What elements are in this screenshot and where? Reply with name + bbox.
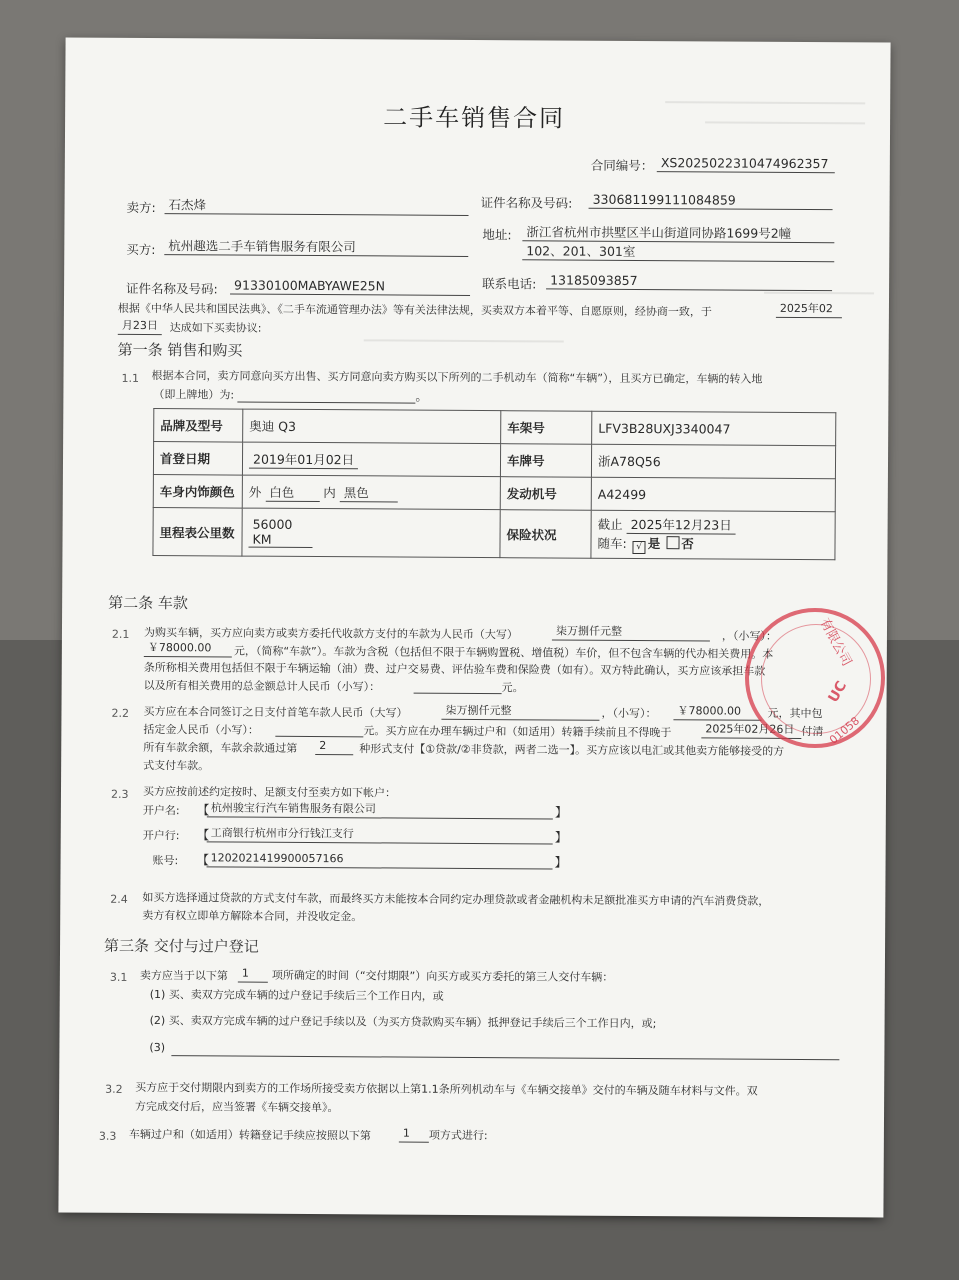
vin-value: LFV3B28UXJ3340047 bbox=[592, 411, 836, 445]
clause-2-3-a: 买方应按前述约定按时、足额支付至卖方如下帐户： bbox=[142, 784, 397, 800]
bracket-close-2: 】 bbox=[554, 829, 568, 845]
clause-2-2-i: 式支付车款。 bbox=[143, 758, 210, 773]
clause-2-2-c: 元，其中包 bbox=[767, 706, 823, 721]
mileage-label: 里程表公里数 bbox=[153, 508, 242, 557]
clause-2-1-b: ，（小写）： bbox=[721, 629, 777, 643]
engine-label: 发动机号 bbox=[500, 477, 591, 511]
account-name: 杭州骏宝行汽车销售服务有限公司 bbox=[207, 800, 553, 819]
bank-name: 工商银行杭州市分行钱江支行 bbox=[207, 825, 553, 844]
plate-label: 车牌号 bbox=[500, 444, 591, 478]
color-outer-value: 白色 bbox=[265, 482, 319, 501]
color-outer-label: 外 bbox=[248, 484, 262, 500]
clause-2-1-d: 条所称相关费用包括但不限于车辆运输（油）费、过户交易费、评估验车费和保险费（如有）。双方特此确认，买方应该承担车款 bbox=[143, 660, 766, 678]
clause-2-2-d: 括定金人民币（小写）： bbox=[143, 722, 259, 737]
phone: 13185093857 bbox=[546, 272, 832, 291]
clause-2-4-a: 如买方选择通过贷款的方式支付车款，而最终买方未能按本合同约定办理贷款或者金融机构未足额批准买方申请的汽车消费贷款， bbox=[142, 890, 770, 908]
account-number-label: 账号: bbox=[152, 854, 179, 868]
clause-2-2-g: 所有车款余额，车款余款通过第 bbox=[143, 740, 298, 755]
insurance-label: 保险状况 bbox=[500, 510, 591, 559]
seal-text-code: UC bbox=[825, 678, 851, 706]
company-seal bbox=[745, 608, 885, 748]
total-amount-field bbox=[414, 680, 502, 695]
with-car-label: 随车: bbox=[597, 535, 627, 551]
address-line-1: 浙江省杭州市拱墅区半山街道同协路1699号2幢 bbox=[522, 224, 834, 243]
article-3-heading: 第三条 交付与过户登记 bbox=[103, 936, 259, 956]
clause-2-3-number: 2.3 bbox=[110, 787, 129, 801]
clause-3-2-a: 买方应于交付期限内到卖方的工作场所接受卖方依据以上第1.1条所列机动车与《车辆交接单》交付的车辆及随车材料与文件。双 bbox=[135, 1080, 758, 1098]
clause-3-3-item: 1 bbox=[399, 1126, 429, 1143]
reg-date-label: 首登日期 bbox=[153, 442, 242, 476]
vin-label: 车架号 bbox=[501, 411, 592, 445]
seller-id-label: 证件名称及号码: bbox=[480, 195, 573, 211]
yes-checkbox[interactable]: √ bbox=[633, 541, 646, 554]
buyer-label: 买方: bbox=[126, 241, 156, 258]
insurance-until-value: 2025年12月23日 bbox=[627, 515, 736, 535]
seal-text-number: 01058 bbox=[826, 714, 863, 747]
clause-2-4-number: 2.4 bbox=[110, 892, 128, 906]
clause-2-2-f: 付清 bbox=[801, 724, 824, 739]
bracket-open-2: 【 bbox=[196, 827, 210, 843]
clause-1-1-text-2: （即上牌地）为: bbox=[153, 388, 235, 402]
color-label: 车身内饰颜色 bbox=[153, 475, 242, 509]
clause-2-1-e-end: 元。 bbox=[501, 681, 524, 695]
clause-2-2-number: 2.2 bbox=[111, 706, 130, 720]
bracket-close-3: 】 bbox=[554, 854, 568, 870]
article-2-heading: 第二条 车款 bbox=[108, 593, 188, 613]
bank-label: 开户行: bbox=[142, 828, 180, 843]
clause-2-1-amount: ￥78000.00 bbox=[144, 640, 232, 658]
clause-2-1-amount-cn: 柒万捌仟元整 bbox=[552, 623, 710, 641]
clause-3-1-b: 项所确定的时间（“交付期限”）向买方或买方委托的第三人交付车辆： bbox=[271, 968, 614, 984]
bracket-close-1: 】 bbox=[554, 804, 568, 820]
account-name-label: 开户名: bbox=[142, 803, 180, 818]
clause-3-3-b: 项方式进行: bbox=[428, 1128, 488, 1143]
brand-value: 奥迪 Q3 bbox=[243, 409, 501, 444]
account-number: 1202021419900057166 bbox=[207, 850, 553, 869]
delivery-option-3: (3) bbox=[149, 1041, 166, 1055]
clause-2-4-b: 卖方有权立即单方解除本合同，并没收定金。 bbox=[142, 908, 363, 924]
preamble-line-1: 根据《中华人民共和国民法典》、《二手车流通管理办法》等有关法律法规，买卖双方本着平等、自愿原则，经协商一致，于 bbox=[117, 301, 712, 319]
preamble-date-a: 2025年02 bbox=[776, 301, 842, 318]
clause-1-1-number: 1.1 bbox=[121, 371, 140, 385]
article-1-heading: 第一条 销售和购买 bbox=[117, 340, 243, 360]
preamble-line-2: 达成如下买卖协议: bbox=[169, 321, 262, 335]
seal-text-top: 有限公司 bbox=[816, 615, 855, 669]
clause-1-1-text-1: 根据本合同，卖方同意向买方出售、买方同意向卖方购买以下所列的二手机动车（简称“车辆”），且买方已确定，车辆的转入地 bbox=[151, 369, 763, 386]
clause-2-1-e: 以及所有相关费用的总金额总计人民币（小写）： bbox=[143, 678, 381, 694]
clause-3-2-b: 方完成交付后，应当签署《车辆交接单》。 bbox=[135, 1099, 339, 1115]
clause-2-1-c: 元，（简称“车款”）。车款为含税（包括但不限于车辆购置税、增值税）车价，但不包含车辆的代办相关费用。本 bbox=[233, 644, 774, 661]
clause-2-2-b: ，（小写）： bbox=[601, 706, 657, 721]
seller-label: 卖方: bbox=[126, 199, 156, 216]
clause-1-1-end: 。 bbox=[415, 388, 428, 404]
brand-label: 品牌及型号 bbox=[154, 409, 243, 443]
clause-2-1-number: 2.1 bbox=[111, 627, 130, 641]
delivery-option-2: (2) 买、卖双方完成车辆的过户登记手续以及（为买方贷款购买车辆）抵押登记手续后三个工作日内，或; bbox=[149, 1014, 657, 1031]
registration-place-field bbox=[237, 388, 415, 404]
bracket-open-1: 【 bbox=[196, 802, 210, 818]
color-inner-value: 黑色 bbox=[340, 483, 398, 502]
clause-3-1-a: 卖方应当于以下第 bbox=[139, 968, 228, 983]
address-label: 地址: bbox=[482, 227, 512, 243]
mileage-value: 56000 KM bbox=[248, 517, 312, 548]
clause-2-2-amount-cn: 柒万捌仟元整 bbox=[441, 703, 599, 721]
yes-label: 是 bbox=[647, 536, 661, 552]
vehicle-info-table bbox=[152, 408, 836, 560]
clause-2-1-a: 为购买车辆，买方应向卖方或卖方委托代收款方支付的车款为人民币（大写） bbox=[143, 625, 518, 642]
clause-3-1-number: 3.1 bbox=[109, 970, 128, 984]
clause-2-2-e: 元。买方应在办理车辆过户和（如适用）转籍手续前且不得晚于 bbox=[363, 724, 672, 740]
clause-2-2-amount: ￥78000.00 bbox=[673, 703, 761, 721]
bracket-open-3: 【 bbox=[196, 852, 210, 868]
delivery-option-1: (1) 买、卖双方完成车辆的过户登记手续后三个工作日内，或 bbox=[149, 988, 444, 1003]
reg-date-value: 2019年01月02日 bbox=[249, 449, 358, 469]
color-inner-label: 内 bbox=[323, 484, 336, 500]
phone-label: 联系电话: bbox=[482, 276, 537, 292]
clause-2-2-h: 种形式支付【①贷款/②非贷款，两者二选一】。买方应该以电汇或其他卖方能够接受的方 bbox=[359, 742, 785, 758]
no-label: 否 bbox=[681, 536, 694, 552]
delivery-option-3-field bbox=[171, 1042, 839, 1060]
clause-3-3-a: 车辆过户和（如适用）转籍登记手续应按照以下第 bbox=[128, 1127, 371, 1143]
contract-number-label: 合同编号： bbox=[590, 157, 654, 174]
buyer-id: 91330100MABYAWE25N bbox=[230, 278, 470, 296]
buyer-name: 杭州趣选二手车销售服务有限公司 bbox=[164, 238, 468, 257]
document-title: 二手车销售合同 bbox=[383, 103, 566, 133]
deposit-field bbox=[275, 723, 363, 738]
buyer-id-label: 证件名称及号码: bbox=[126, 280, 218, 297]
engine-value: A42499 bbox=[591, 477, 835, 511]
clause-3-2-number: 3.2 bbox=[105, 1082, 123, 1096]
clause-2-2-a: 买方应在本合同签订之日支付首笔车款人民币（大写） bbox=[143, 704, 408, 720]
no-checkbox[interactable] bbox=[666, 536, 679, 549]
clause-3-3-number: 3.3 bbox=[98, 1129, 117, 1143]
contract-number: XS20250223104749623​57 bbox=[657, 155, 835, 173]
preamble-date-b: 月23日 bbox=[118, 318, 162, 335]
payment-deadline: 2025年02月26日 bbox=[701, 721, 801, 739]
insurance-until-label: 截止 bbox=[597, 516, 623, 532]
clause-3-1-item: 1 bbox=[238, 966, 268, 983]
seller-id: 330681199111084859 bbox=[589, 192, 833, 210]
address-line-2: 102、201、301室 bbox=[522, 243, 834, 262]
plate-value: 浙A78Q56 bbox=[591, 444, 835, 478]
seller-name: 石杰烽 bbox=[165, 197, 469, 216]
payment-method: 2 bbox=[315, 738, 353, 755]
